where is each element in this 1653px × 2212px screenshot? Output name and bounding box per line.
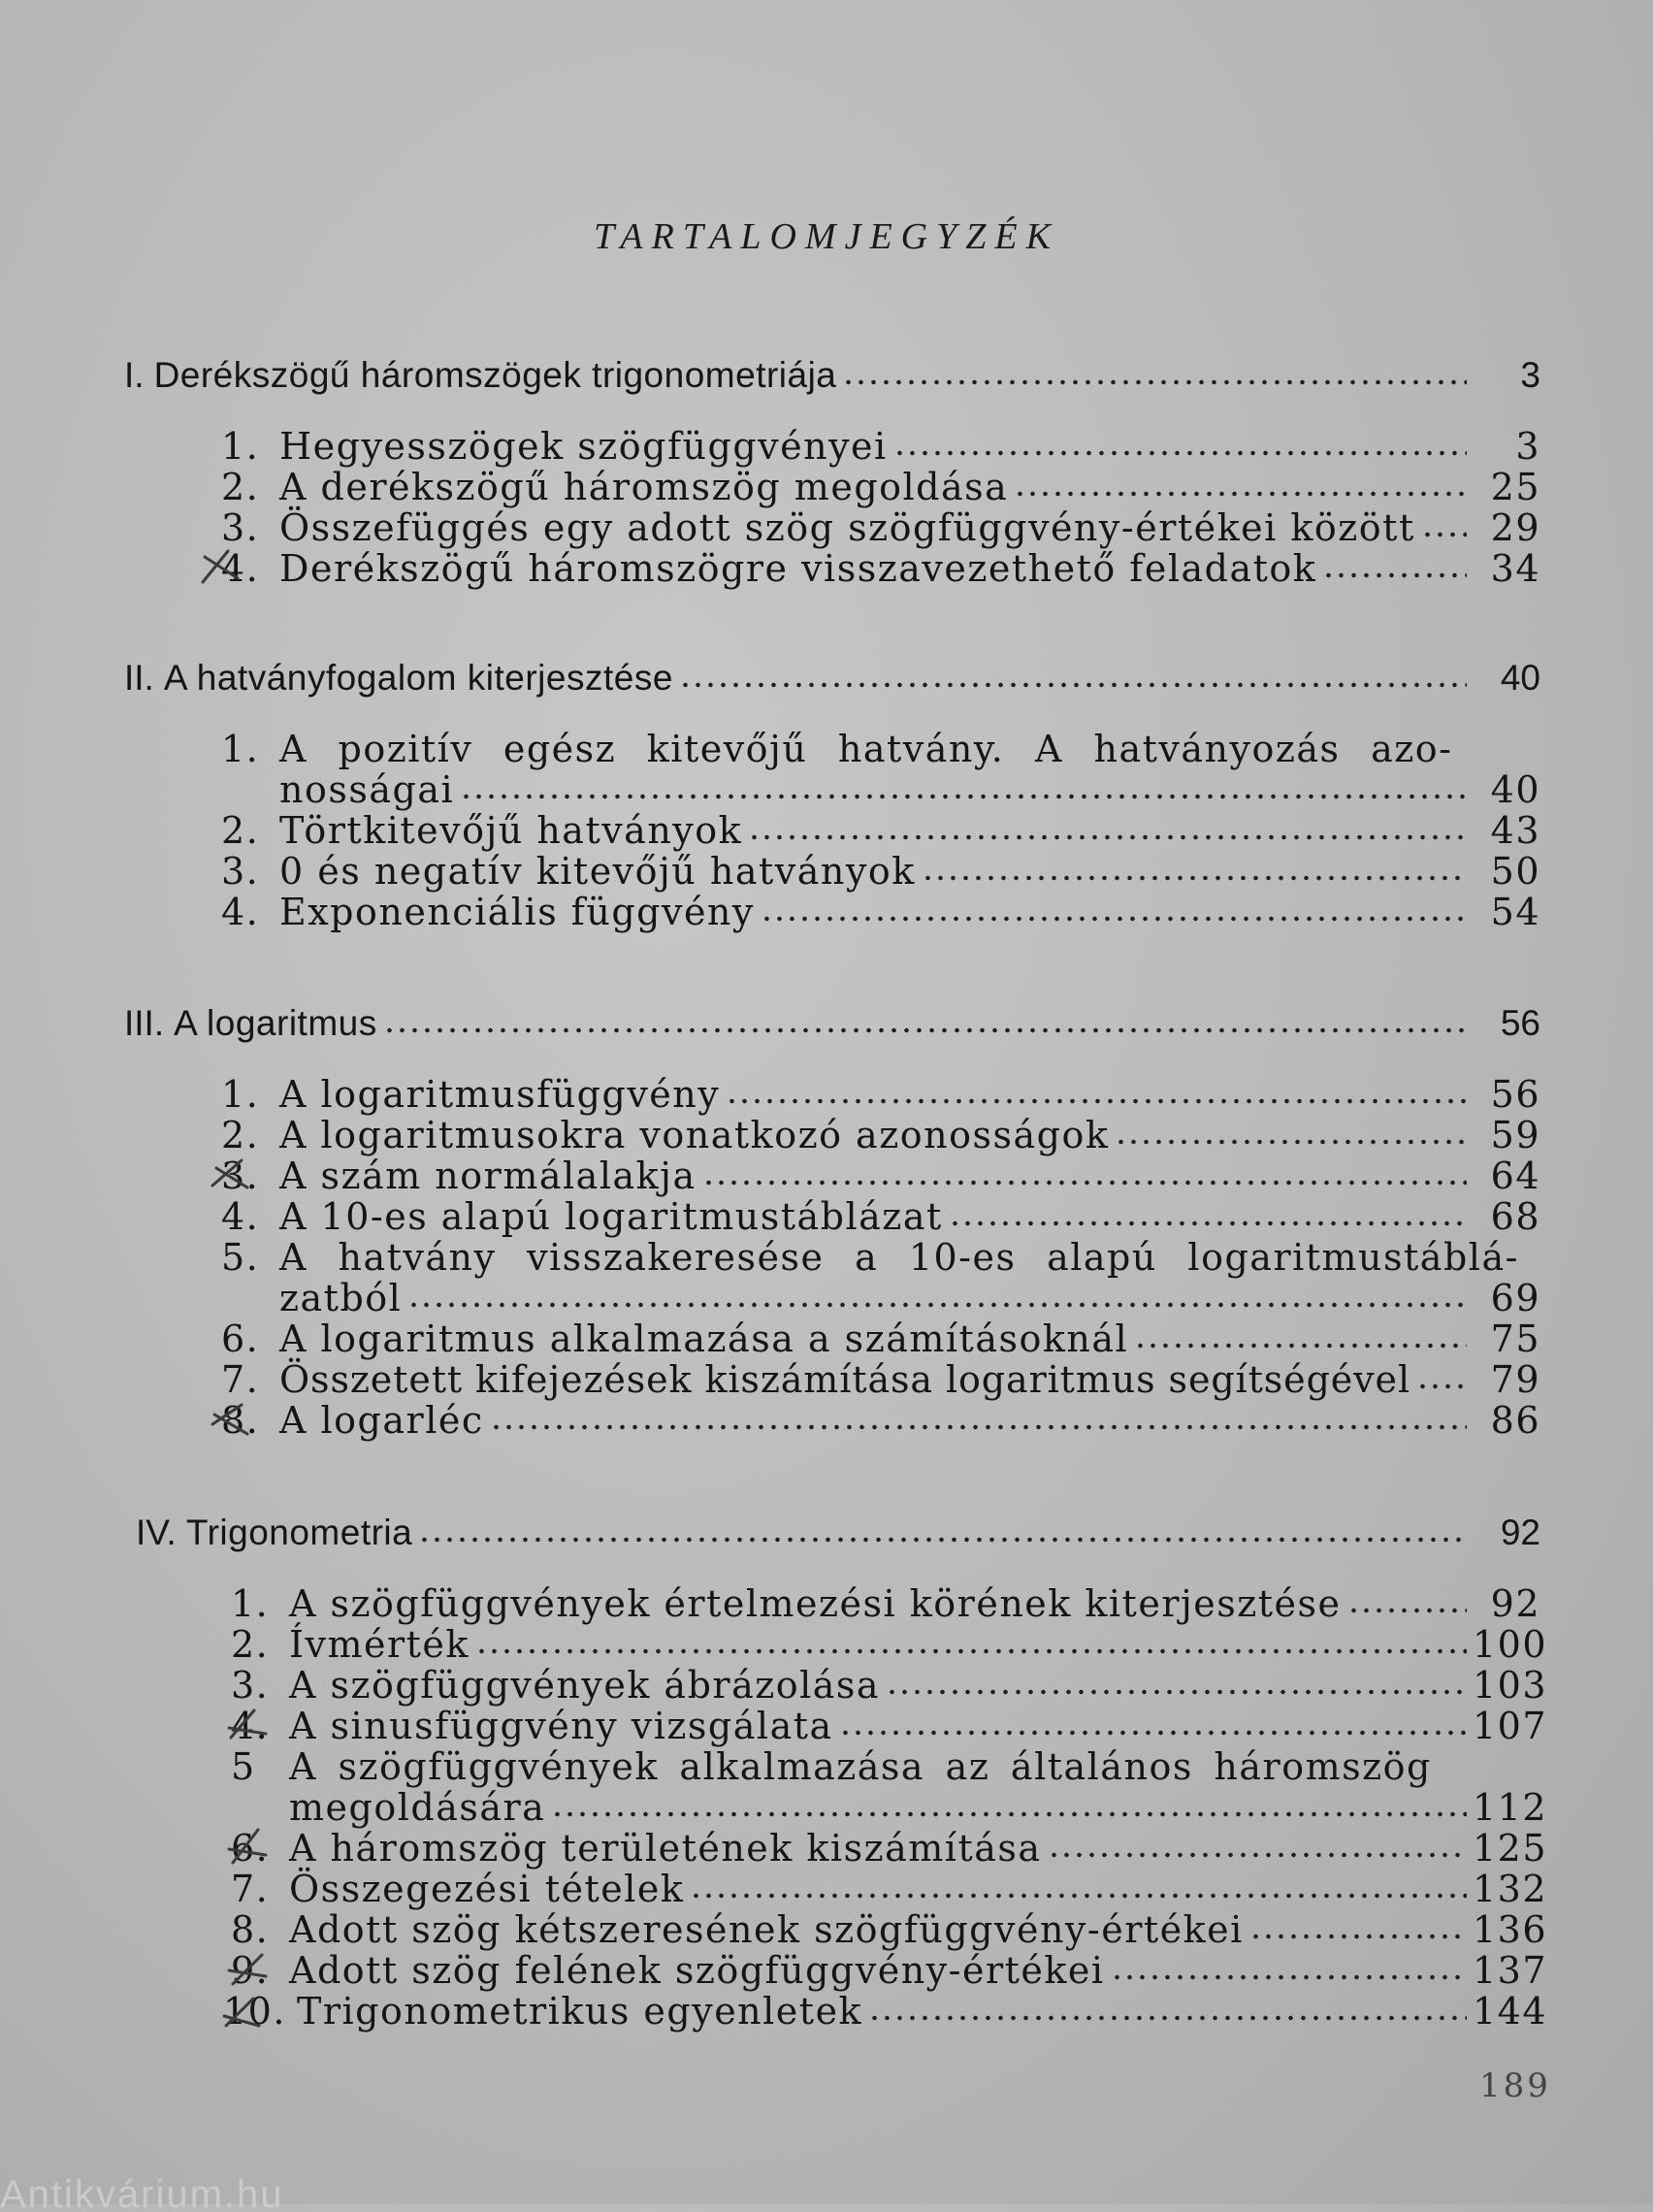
dot-leader — [1014, 491, 1467, 497]
chapter-number: I. — [124, 355, 145, 395]
section-number: 1. — [221, 728, 260, 770]
dot-leader — [726, 1098, 1467, 1104]
section-number: 7. — [231, 1868, 270, 1910]
section-row — [223, 1990, 1548, 2033]
section-title-continuation: megoldására — [289, 1786, 546, 1829]
page-number: 3 — [1520, 355, 1540, 395]
section-row — [231, 1623, 1548, 1666]
dot-leader — [490, 1424, 1467, 1430]
section-row-first-line — [221, 728, 1540, 770]
page-number: 34 — [1490, 547, 1540, 590]
section-row — [231, 1827, 1548, 1870]
dot-leader — [1416, 1383, 1467, 1389]
page-number: 136 — [1473, 1908, 1548, 1951]
section-row-continuation — [231, 1786, 1548, 1829]
section-row — [231, 1868, 1548, 1910]
dot-leader — [690, 1893, 1467, 1899]
section-title: A sinusfüggvény vizsgálata — [289, 1705, 833, 1747]
page-number: 56 — [1500, 1003, 1540, 1043]
page-number: 3 — [1515, 425, 1540, 468]
section-row-first-line — [221, 1236, 1540, 1279]
section-row — [221, 1317, 1540, 1360]
page-number: 125 — [1473, 1827, 1548, 1870]
section-title: A szögfüggvények alkalmazása az általános háromszög — [289, 1745, 1432, 1788]
page-number: 103 — [1473, 1664, 1548, 1707]
section-number: 9. — [231, 1949, 270, 1992]
section-number: 5. — [221, 1236, 260, 1279]
section-number: 1. — [221, 1073, 260, 1116]
section-title: A logaritmusokra vonatkozó azonosságok — [279, 1114, 1110, 1156]
section-title: Törtkitevőjű hatványok — [279, 809, 743, 852]
section-number: 2. — [221, 809, 260, 852]
chapter-number: IV. — [136, 1513, 177, 1552]
chapter-row — [124, 354, 1540, 397]
chapter-row — [124, 1002, 1540, 1045]
section-title: A háromszög területének kiszámítása — [289, 1827, 1042, 1870]
section-row — [221, 506, 1540, 549]
section-row — [231, 1705, 1548, 1747]
page-number: 92 — [1490, 1582, 1540, 1625]
dot-leader — [418, 1537, 1467, 1543]
page-number: 79 — [1490, 1358, 1540, 1401]
section-number: 1. — [221, 425, 260, 468]
section-title: A 10-es alapú logaritmustáblázat — [279, 1195, 943, 1238]
chapter-title: A hatványfogalom kiterjesztése — [163, 658, 673, 698]
section-title: A szögfüggvények ábrázolása — [289, 1664, 881, 1707]
section-number: 4. — [231, 1705, 270, 1747]
section-number: 3. — [231, 1664, 270, 1707]
dot-leader — [839, 1730, 1467, 1736]
chapter-row — [136, 1512, 1540, 1554]
page-number: 132 — [1473, 1868, 1548, 1910]
section-row — [221, 891, 1540, 933]
section-row — [221, 547, 1540, 590]
section-number: 1. — [231, 1582, 270, 1625]
page-number: 40 — [1500, 658, 1540, 698]
dot-leader — [1048, 1852, 1467, 1858]
section-row-continuation — [221, 1277, 1540, 1319]
dot-leader — [1115, 1139, 1467, 1145]
section-row — [231, 1582, 1540, 1625]
section-number: 2. — [221, 1114, 260, 1156]
page-number: 29 — [1490, 506, 1540, 549]
dot-leader — [383, 1027, 1467, 1033]
dot-leader — [1249, 1934, 1467, 1939]
chapter-number: II. — [124, 658, 154, 698]
dot-leader — [922, 875, 1467, 881]
page-number: 86 — [1490, 1399, 1540, 1442]
section-number: 6. — [231, 1827, 270, 1870]
section-number: 4. — [221, 547, 260, 590]
dot-leader — [460, 794, 1467, 799]
section-number: 8. — [231, 1908, 270, 1951]
dot-leader — [949, 1220, 1467, 1226]
page-number: 59 — [1490, 1114, 1540, 1156]
section-number: 4. — [221, 891, 260, 933]
page-number: 75 — [1490, 1317, 1540, 1360]
chapter-title: A logaritmus — [174, 1003, 377, 1043]
section-number: 7. — [221, 1358, 260, 1401]
section-number: 6. — [221, 1317, 260, 1360]
section-title: Összegezési tételek — [289, 1868, 685, 1910]
section-title: Összefüggés egy adott szög szögfüggvény-értékei között — [279, 506, 1415, 549]
dot-leader — [1347, 1608, 1467, 1613]
page-number: 40 — [1490, 768, 1540, 811]
dot-leader — [1134, 1343, 1467, 1349]
section-title: Összetett kifejezések kiszámítása logaritmus segítségével — [279, 1358, 1410, 1401]
page-number: 50 — [1490, 850, 1540, 893]
section-title: A logaritmus alkalmazása a számításoknál — [279, 1317, 1129, 1360]
chapter-title: Trigonometria — [185, 1513, 413, 1552]
section-title: Derékszögű háromszögre visszavezethető feladatok — [279, 547, 1317, 590]
dot-leader — [761, 916, 1467, 922]
dot-leader — [551, 1811, 1467, 1817]
page-number: 64 — [1490, 1155, 1540, 1197]
chapter-number: III. — [124, 1003, 165, 1043]
section-row — [231, 1949, 1548, 1992]
section-row — [231, 1664, 1548, 1707]
section-row — [231, 1908, 1548, 1951]
section-row — [221, 1358, 1540, 1401]
page-number: 100 — [1473, 1623, 1548, 1666]
section-title: Hegyesszögek szögfüggvényei — [279, 425, 888, 468]
section-title: A logarléc — [279, 1399, 484, 1442]
section-row — [221, 1399, 1540, 1442]
section-title: A szám normálalakja — [279, 1155, 697, 1197]
section-title: Trigonometrikus egyenletek — [297, 1990, 863, 2033]
section-title: Exponenciális függvény — [279, 891, 755, 933]
page-number: 68 — [1490, 1195, 1540, 1238]
section-number: 3. — [221, 506, 260, 549]
dot-leader — [407, 1302, 1467, 1308]
section-row-continuation — [221, 768, 1540, 811]
page-number: 54 — [1490, 891, 1540, 933]
dot-leader — [748, 834, 1467, 840]
section-row-first-line — [231, 1745, 1540, 1788]
dot-leader — [868, 2015, 1467, 2021]
section-row — [221, 1114, 1540, 1156]
section-row — [221, 466, 1540, 508]
dot-leader — [702, 1180, 1467, 1186]
section-number: 4. — [221, 1195, 260, 1238]
dot-leader — [1421, 532, 1467, 537]
section-number: 3. — [221, 850, 260, 893]
dot-leader — [475, 1648, 1467, 1654]
dot-leader — [842, 379, 1467, 385]
page-number: 92 — [1500, 1513, 1540, 1552]
page-number: 56 — [1490, 1073, 1540, 1116]
section-title: Ívmérték — [289, 1623, 470, 1666]
dot-leader — [886, 1689, 1467, 1695]
section-title: A derékszögű háromszög megoldása — [279, 466, 1009, 508]
section-row — [221, 809, 1540, 852]
section-number: 8. — [221, 1399, 260, 1442]
section-row — [221, 425, 1540, 468]
dot-leader — [893, 450, 1467, 456]
page-footer-number: 189 — [1479, 2066, 1551, 2105]
dot-leader — [1322, 572, 1467, 578]
page-number: 25 — [1490, 466, 1540, 508]
page-number: 137 — [1473, 1949, 1548, 1992]
page-number: 107 — [1473, 1705, 1548, 1747]
section-title-continuation: nosságai — [279, 768, 455, 811]
section-title-continuation: zatból — [279, 1277, 403, 1319]
section-title: Adott szög kétszeresének szögfüggvény-értékei — [289, 1908, 1244, 1951]
page-number: 144 — [1473, 1990, 1548, 2033]
section-title: A logaritmusfüggvény — [279, 1073, 721, 1116]
section-title: A hatvány visszakeresése a 10-es alapú logaritmustáblá- — [279, 1236, 1519, 1279]
watermark: Antikvárium.hu — [0, 2173, 284, 2212]
section-number: 10. — [223, 1990, 286, 2033]
chapter-row — [124, 657, 1540, 699]
section-title: A pozitív egész kitevőjű hatvány. A hatványozás azo- — [279, 728, 1453, 770]
section-number: 2. — [231, 1623, 270, 1666]
dot-leader — [1111, 1974, 1467, 1980]
section-row — [221, 1195, 1540, 1238]
page-number: 43 — [1490, 809, 1540, 852]
section-title: 0 és negatív kitevőjű hatványok — [279, 850, 916, 893]
page-title: TARTALOMJEGYZÉK — [594, 216, 1059, 257]
section-row — [221, 850, 1540, 893]
section-number: 2. — [221, 466, 260, 508]
section-title: A szögfüggvények értelmezési körének kiterjesztése — [289, 1582, 1342, 1625]
dot-leader — [679, 682, 1467, 688]
page-number: 112 — [1473, 1786, 1548, 1829]
section-number: 3. — [221, 1155, 260, 1197]
section-number: 5 — [231, 1745, 256, 1788]
section-title: Adott szög felének szögfüggvény-értékei — [289, 1949, 1105, 1992]
section-row — [221, 1073, 1540, 1116]
chapter-title: Derékszögű háromszögek trigonometriája — [153, 355, 837, 395]
page-number: 69 — [1490, 1277, 1540, 1319]
section-row — [221, 1155, 1540, 1197]
